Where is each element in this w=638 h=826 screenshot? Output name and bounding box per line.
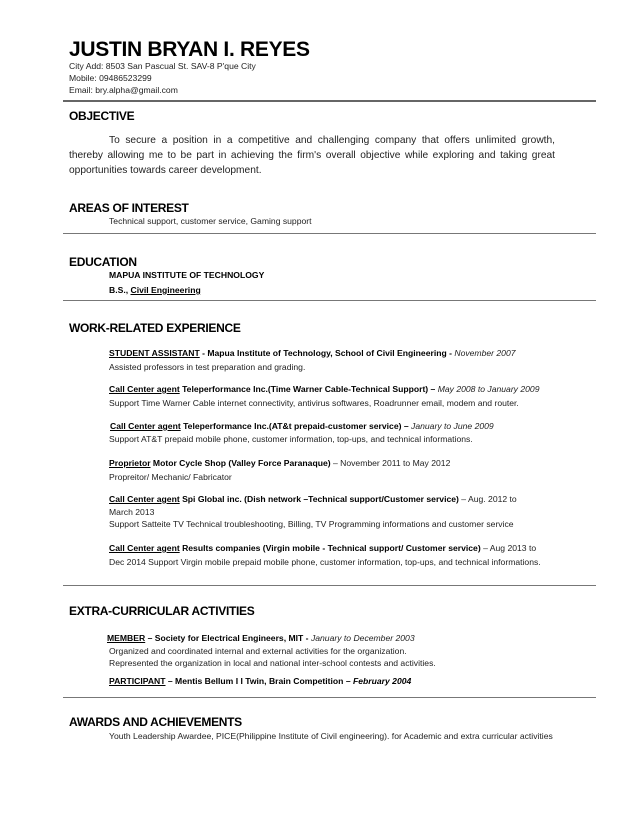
extra-heading: EXTRA-CURRICULAR ACTIVITIES — [69, 604, 255, 618]
activity-header — [107, 633, 415, 643]
job-detail: Support AT&T prepaid mobile phone, customer information, top-ups, and technical informations. — [109, 434, 473, 444]
interest-text: Technical support, customer service, Gaming support — [109, 216, 312, 226]
job-dates: – Aug 2013 to — [483, 543, 537, 553]
job-title: STUDENT ASSISTANT — [109, 348, 200, 358]
job-title: Proprietor — [109, 458, 151, 468]
education-divider — [63, 300, 596, 301]
job-detail: Support Time Warner Cable internet connectivity, antivirus softwares, Roadrunner email, modem and router. — [109, 398, 519, 408]
job-detail: Propreitor/ Mechanic/ Fabricator — [109, 472, 232, 482]
job-header — [109, 384, 539, 394]
degree-prefix: B.S., — [109, 285, 129, 295]
job-dates: November 2007 — [454, 348, 516, 358]
awards-heading: AWARDS AND ACHIEVEMENTS — [69, 715, 242, 729]
activity-title: MEMBER — [107, 633, 146, 643]
job-company: Teleperformance Inc.(AT&t prepaid-customer service) – — [180, 421, 412, 431]
job-company: Spi Global inc. (Dish network –Technical support/Customer service) — [179, 494, 462, 504]
work-heading: WORK-RELATED EXPERIENCE — [69, 321, 241, 335]
job-detail: March 2013 — [109, 507, 155, 517]
job-company: Motor Cycle Shop (Valley Force Paranaque) — [150, 458, 333, 468]
job-title: Call Center agent — [109, 543, 180, 553]
interest-heading: AREAS OF INTEREST — [69, 201, 189, 215]
objective-heading: OBJECTIVE — [69, 109, 135, 123]
work-divider — [63, 585, 596, 586]
job-company: - Mapua Institute of Technology, School of Civil Engineering - — [199, 348, 455, 358]
job-header — [110, 421, 494, 431]
job-header — [109, 348, 516, 358]
job-dates: – Aug. 2012 to — [461, 494, 517, 504]
interest-divider — [63, 233, 596, 234]
job-detail: Support Satteite TV Technical troubleshooting, Billing, TV Programming informations and customer service — [109, 519, 514, 529]
job-title: Call Center agent — [109, 494, 180, 504]
job-header — [109, 494, 517, 504]
email-line: Email: bry.alpha@gmail.com — [69, 85, 178, 95]
activity-header — [109, 676, 411, 686]
job-title: Call Center agent — [110, 421, 181, 431]
activity-detail: Organized and coordinated internal and external activities for the organization. — [109, 646, 407, 656]
activity-dates: February 2004 — [353, 676, 412, 686]
mobile-line: Mobile: 09486523299 — [69, 73, 152, 83]
awards-text: Youth Leadership Awardee, PICE(Philippine Institute of Civil engineering). for Academic and extra curricular activities — [109, 731, 553, 741]
job-detail: Dec 2014 Support Virgin mobile prepaid mobile phone, customer information, top-ups, and technical informations. — [109, 557, 541, 567]
objective-body: To secure a position in a competitive and challenging company that offers unlimited growth, thereby allowing me to be part in achieving the firm's overall objective while exploring and taking great opportunities towards career development. — [69, 135, 555, 176]
job-header — [109, 543, 536, 553]
activity-detail: Represented the organization in local and national inter-school contests and activities. — [109, 658, 436, 668]
job-dates: – November 2011 to May 2012 — [332, 458, 451, 468]
job-dates: January to June 2009 — [411, 421, 494, 431]
job-header — [109, 458, 450, 468]
applicant-name: JUSTIN BRYAN I. REYES — [69, 38, 310, 61]
job-detail: Assisted professors in test preparation and grading. — [109, 362, 306, 372]
header-divider — [63, 100, 596, 102]
school-name: MAPUA INSTITUTE OF TECHNOLOGY — [109, 270, 265, 280]
degree-line — [109, 285, 201, 295]
activity-title: PARTICIPANT — [109, 676, 166, 686]
activity-org: – Mentis Bellum I I Twin, Brain Competition – — [165, 676, 353, 686]
job-title: Call Center agent — [109, 384, 180, 394]
objective-text — [69, 133, 555, 178]
education-heading: EDUCATION — [69, 255, 137, 269]
extra-divider — [63, 697, 596, 698]
activity-dates: January to December 2003 — [310, 633, 415, 643]
job-company: Results companies (Virgin mobile - Technical support/ Customer service) — [179, 543, 484, 553]
job-company: Teleperformance Inc.(Time Warner Cable-Technical Support) – — [179, 384, 438, 394]
activity-org: – Society for Electrical Engineers, MIT - — [145, 633, 311, 643]
address-line: City Add: 8503 San Pascual St. SAV-8 P'que City — [69, 61, 256, 71]
job-dates: May 2008 to January 2009 — [437, 384, 540, 394]
degree-name: Civil Engineering — [130, 285, 201, 295]
